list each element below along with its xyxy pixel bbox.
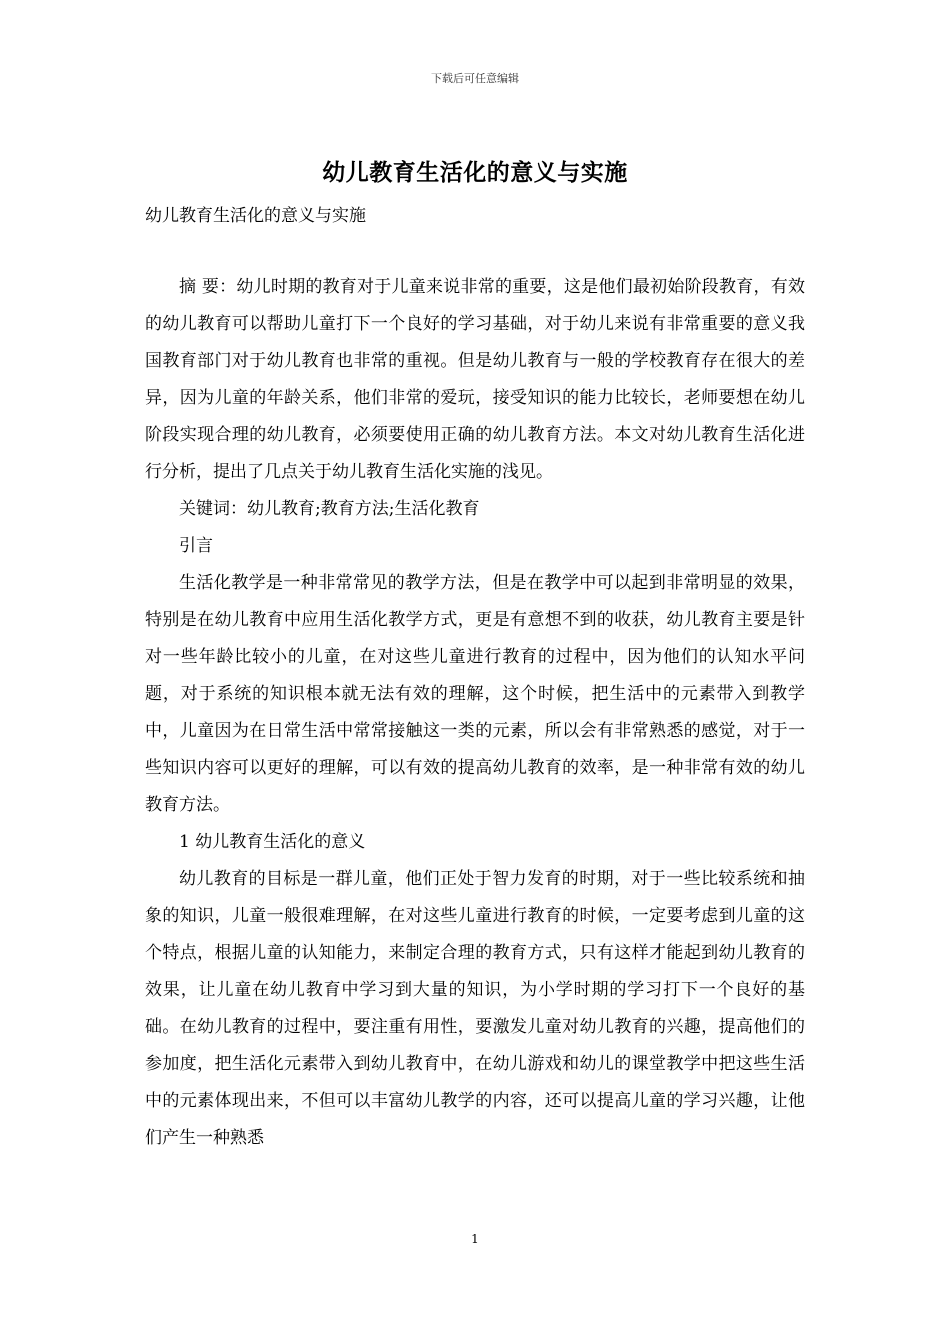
intro-heading: 引言 <box>179 536 213 556</box>
keywords-paragraph: 关键词：幼儿教育;教育方法;生活化教育 <box>179 499 480 519</box>
document-title: 幼儿教育生活化的意义与实施 <box>322 159 628 186</box>
document-body <box>145 269 805 1157</box>
intro-paragraph: 生活化教学是一种非常常见的教学方法，但是在教学中可以起到非常明显的效果，特别是在幼儿教育中应用生活化教学方式，更是有意想不到的收获，幼儿教育主要是针对一些年龄比较小的儿童，在对这些儿童进行教育的过程中，因为他们的认知水平问题，对于系统的知识根本就无法有效的理解，这个时候，把生活中的元素带入到教学中，儿童因为在日常生活中常常接触这一类的元素，所以会有非常熟悉的感觉，对于一些知识内容可以更好的理解，可以有效的提高幼儿教育的效率，是一种非常有效的幼儿教育方法。 <box>145 573 805 815</box>
abstract-paragraph: 摘 要：幼儿时期的教育对于儿童来说非常的重要，这是他们最初始阶段教育，有效的幼儿教育可以帮助儿童打下一个良好的学习基础，对于幼儿来说有非常重要的意义我国教育部门对于幼儿教育也非常的重视。但是幼儿教育与一般的学校教育存在很大的差异，因为儿童的年龄关系，他们非常的爱玩，接受知识的能力比较长，老师要想在幼儿阶段实现合理的幼儿教育，必须要使用正确的幼儿教育方法。本文对幼儿教育生活化进行分析，提出了几点关于幼儿教育生活化实施的浅见。 <box>145 277 805 482</box>
page-number: 1 <box>471 1232 479 1246</box>
document-subtitle: 幼儿教育生活化的意义与实施 <box>145 206 366 226</box>
page-header: 下载后可任意编辑 <box>431 72 519 85</box>
section-heading: 1 幼儿教育生活化的意义 <box>179 832 366 852</box>
section-paragraph: 幼儿教育的目标是一群儿童，他们正处于智力发育的时期，对于一些比较系统和抽象的知识，儿童一般很难理解，在对这些儿童进行教育的时候，一定要考虑到儿童的这个特点，根据儿童的认知能力，来制定合理的教育方式，只有这样才能起到幼儿教育的效果，让儿童在幼儿教育中学习到大量的知识，为小学时期的学习打下一个良好的基础。在幼儿教育的过程中，要注重有用性，要激发儿童对幼儿教育的兴趣，提高他们的参加度，把生活化元素带入到幼儿教育中，在幼儿游戏和幼儿的课堂教学中把这些生活中的元素体现出来，不但可以丰富幼儿教学的内容，还可以提高儿童的学习兴趣，让他们产生一种熟悉 <box>145 869 805 1148</box>
